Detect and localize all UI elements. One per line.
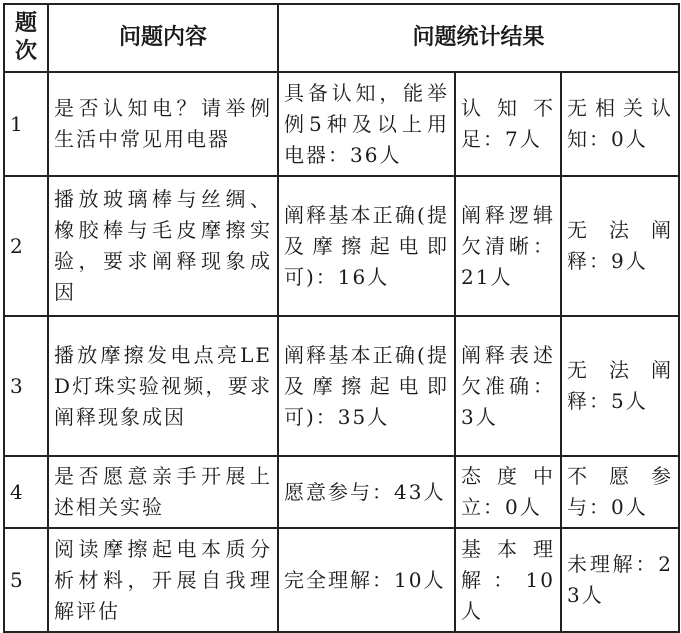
survey-table	[3, 3, 680, 633]
result-cell: 阐释逻辑欠清晰：21人	[455, 176, 561, 316]
result-cell: 不愿参与：0人	[561, 456, 679, 528]
table-row	[4, 72, 679, 176]
question-content: 阅读摩擦起电本质分析材料，开展自我理解评估	[48, 528, 278, 632]
header-row	[4, 4, 679, 72]
question-number: 1	[4, 72, 48, 176]
result-cell: 无法阐释：9人	[561, 176, 679, 316]
table-row	[4, 176, 679, 316]
question-content: 是否认知电？请举例生活中常见用电器	[48, 72, 278, 176]
result-cell: 阐释表述欠准确：3人	[455, 316, 561, 456]
question-number: 2	[4, 176, 48, 316]
header-statistics-result: 问题统计结果	[278, 4, 679, 72]
header-question-number: 题次	[4, 4, 48, 72]
question-number: 4	[4, 456, 48, 528]
question-content: 播放玻璃棒与丝绸、橡胶棒与毛皮摩擦实验，要求阐释现象成因	[48, 176, 278, 316]
result-cell: 阐释基本正确(提及摩擦起电即可)：35人	[278, 316, 455, 456]
table-row	[4, 528, 679, 632]
question-content: 播放摩擦发电点亮LED灯珠实验视频，要求阐释现象成因	[48, 316, 278, 456]
result-cell: 未理解：23人	[561, 528, 679, 632]
result-cell: 基本理解：10人	[455, 528, 561, 632]
result-cell: 态度中立：0人	[455, 456, 561, 528]
header-question-content: 问题内容	[48, 4, 278, 72]
result-cell: 无法阐释：5人	[561, 316, 679, 456]
result-cell: 认知不足：7人	[455, 72, 561, 176]
result-cell: 愿意参与：43人	[278, 456, 455, 528]
question-content: 是否愿意亲手开展上述相关实验	[48, 456, 278, 528]
question-number: 3	[4, 316, 48, 456]
question-number: 5	[4, 528, 48, 632]
result-cell: 无相关认知：0人	[561, 72, 679, 176]
result-cell: 阐释基本正确(提及摩擦起电即可)：16人	[278, 176, 455, 316]
table-row	[4, 316, 679, 456]
result-cell: 具备认知，能举例5种及以上用电器：36人	[278, 72, 455, 176]
table-row	[4, 456, 679, 528]
result-cell: 完全理解：10人	[278, 528, 455, 632]
